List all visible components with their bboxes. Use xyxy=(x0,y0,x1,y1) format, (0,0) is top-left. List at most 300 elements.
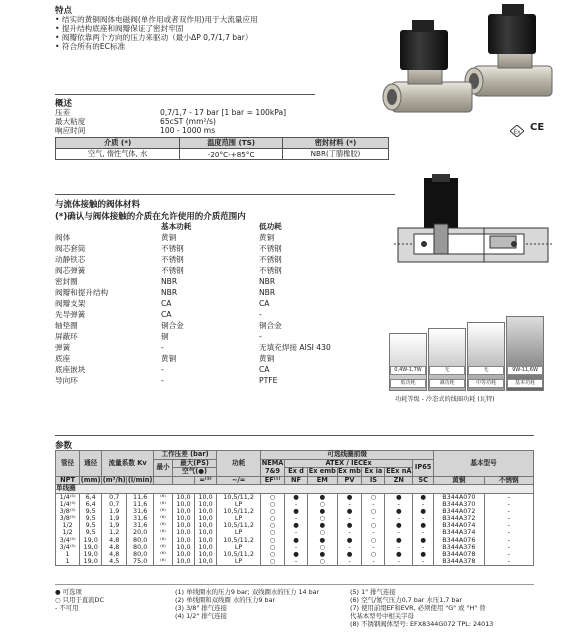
group-label: 单线圈 xyxy=(56,485,534,494)
cell-em: ● xyxy=(308,551,338,558)
cell-is: - xyxy=(362,501,385,508)
overview-specs xyxy=(55,108,315,135)
cell-w: 10,5/11,2 xyxy=(217,508,261,515)
footnote: (6) 空气/氮气压力0,7 bar 水压1,7 bar xyxy=(350,596,462,604)
material-standard: CA xyxy=(161,299,172,308)
cell-ac: 10,0 xyxy=(195,544,217,551)
cell-sc: - xyxy=(413,544,434,551)
unit-cell: 不锈钢 xyxy=(484,476,533,485)
material-row xyxy=(55,364,375,375)
cell-nf: ● xyxy=(284,493,307,501)
cell-zn: ● xyxy=(385,493,413,501)
cell-w: 10,5/11,2 xyxy=(217,493,261,501)
cell-mm: 19,0 xyxy=(80,551,102,558)
material-row xyxy=(55,331,375,342)
footnote: (3) 3/8" 排气连接 xyxy=(175,604,227,612)
cell-zn: ● xyxy=(385,537,413,544)
coil-label: 0,4W-1,7W xyxy=(390,366,426,375)
temp-value: -20°C-+85°C xyxy=(180,149,283,160)
cell-lmin: 20,0 xyxy=(127,529,154,536)
cell-zn: ● xyxy=(385,522,413,529)
cell-npt: 3/4⁽⁵⁾ xyxy=(56,537,80,544)
cell-zn: - xyxy=(385,544,413,551)
cell-brass: B344A074 xyxy=(434,522,484,529)
params-table xyxy=(55,450,534,566)
unit-cell: IS xyxy=(362,476,385,485)
coil-name: 中等功耗 xyxy=(468,379,504,388)
unit-cell: EF⁽¹⁾ xyxy=(261,476,285,485)
col-exemb: Ex emb xyxy=(308,467,336,476)
col-orifice: 通径 xyxy=(80,451,102,477)
cell-is: - xyxy=(362,529,385,536)
cell-sc: - xyxy=(413,558,434,566)
spec-value: 0,7/1,7 - 17 bar [1 bar = 100kPa] xyxy=(160,108,287,117)
cell-is: ○ xyxy=(362,493,385,501)
ce-mark-icon: CE xyxy=(530,122,545,133)
unit-cell: ZN xyxy=(385,476,413,485)
cell-nf: - xyxy=(284,544,307,551)
cell-npt: 3/4⁽⁵⁾ xyxy=(56,544,80,551)
cell-kv: 4,8 xyxy=(102,544,127,551)
col-power: 功耗 xyxy=(217,451,261,477)
cell-npt: 1/4⁽⁵⁾ xyxy=(56,501,80,508)
cell-brass: B344A070 xyxy=(434,493,484,501)
material-low: NBR xyxy=(259,288,276,297)
cell-w: 10,5/11,2 xyxy=(217,522,261,529)
cell-nf: ● xyxy=(284,508,307,515)
cell-ef: ○ xyxy=(261,558,285,566)
materials-title: 与流体接触的阀体材料 xyxy=(55,200,141,210)
cell-npt: 3/8⁽⁵⁾ xyxy=(56,515,80,522)
cell-is: - xyxy=(362,558,385,566)
cell-nf: - xyxy=(284,529,307,536)
footnotes-col3 xyxy=(350,588,493,628)
col-atex: ATEX / IECEx xyxy=(284,459,412,468)
material-low: NBR xyxy=(259,277,276,286)
material-low: 不锈钢 xyxy=(259,244,282,253)
atex-mark-icon xyxy=(510,122,524,134)
cell-ss: - xyxy=(484,551,533,558)
cell-lmin: 80,0 xyxy=(127,544,154,551)
cell-em: ○ xyxy=(308,558,338,566)
footnotes-col2 xyxy=(175,588,319,620)
material-row xyxy=(55,254,375,265)
unit-cell xyxy=(154,476,173,485)
params-rows xyxy=(56,493,534,565)
material-standard: 铜合金 xyxy=(161,321,184,330)
seal-value: NBR(丁腈橡胶) xyxy=(282,149,388,160)
material-standard: 铜 xyxy=(161,332,169,341)
material-row xyxy=(55,232,375,243)
cell-ss: - xyxy=(484,508,533,515)
unit-cell: SC xyxy=(413,476,434,485)
cell-mm: 9,5 xyxy=(80,508,102,515)
material-standard: - xyxy=(161,376,164,385)
cell-air: 10,0 xyxy=(172,558,194,566)
cell-kv: 0,7 xyxy=(102,501,127,508)
unit-cell: =⁽²⁾ xyxy=(195,476,217,485)
cell-zn: - xyxy=(385,529,413,536)
col-exena: EEx nA xyxy=(386,467,412,476)
cell-min: ⁽⁶⁾ xyxy=(154,529,173,536)
material-low: 黄铜 xyxy=(259,233,275,242)
cell-ss: - xyxy=(484,537,533,544)
material-standard: 不锈钢 xyxy=(161,255,184,264)
cell-em: ○ xyxy=(308,515,338,522)
cell-zn: ● xyxy=(385,508,413,515)
material-low: CA xyxy=(259,299,270,308)
material-low: - xyxy=(259,310,262,319)
cell-em: ○ xyxy=(308,501,338,508)
cell-brass: B344A378 xyxy=(434,558,484,566)
cell-w: 10,5/11,2 xyxy=(217,537,261,544)
spec-row xyxy=(55,126,315,135)
material-row xyxy=(55,375,375,386)
material-part: 屏蔽环 xyxy=(55,332,78,341)
footnote: (2) 单线圈和双线圈 水的压力9 bar xyxy=(175,596,276,604)
unit-cell: EM xyxy=(308,476,338,485)
cell-pv: ● xyxy=(337,508,362,515)
material-standard: NBR xyxy=(161,277,178,286)
cell-npt: 1/4⁽⁵⁾ xyxy=(56,493,80,501)
cell-nf: ● xyxy=(284,551,307,558)
cell-is: ○ xyxy=(362,551,385,558)
spec-value: 100 - 1000 ms xyxy=(160,126,216,135)
cell-brass: B344A076 xyxy=(434,537,484,544)
footnote: (8) 不锈钢阀体型号: EFX8344G072 TPL: 24013 xyxy=(350,620,494,628)
params-title: 参数 xyxy=(55,441,73,451)
cell-em: ● xyxy=(308,493,338,501)
cell-mm: 6,4 xyxy=(80,501,102,508)
feature-item: • 阀瓣依靠两个方向的压力来驱动（最小ΔP 0,7/1,7 bar） xyxy=(55,33,253,42)
cell-w: LP xyxy=(217,558,261,566)
material-part: 先导弹簧 xyxy=(55,310,86,319)
cell-ac: 10,0 xyxy=(195,522,217,529)
cell-ef: ○ xyxy=(261,515,285,522)
cell-min: ⁽⁶⁾ xyxy=(154,515,173,522)
cell-w: LP xyxy=(217,544,261,551)
unit-cell: ~/= xyxy=(217,476,261,485)
material-part: 阀瓣支架 xyxy=(55,299,86,308)
cell-npt: 1/2 xyxy=(56,529,80,536)
cell-ef: ○ xyxy=(261,551,285,558)
cell-air: 10,0 xyxy=(172,508,194,515)
material-standard: 不锈钢 xyxy=(161,266,184,275)
spec-label: 压差 xyxy=(55,108,71,117)
cell-ef: ○ xyxy=(261,508,285,515)
cell-ac: 10,0 xyxy=(195,529,217,536)
cell-ss: - xyxy=(484,493,533,501)
cell-min: ⁽⁶⁾ xyxy=(154,551,173,558)
cell-air: 10,0 xyxy=(172,515,194,522)
cell-ef: ○ xyxy=(261,493,285,501)
cell-ef: ○ xyxy=(261,529,285,536)
cell-air: 10,0 xyxy=(172,537,194,544)
material-part: 底座嵌块 xyxy=(55,365,86,374)
cell-ss: - xyxy=(484,515,533,522)
cell-npt: 1 xyxy=(56,558,80,566)
material-row xyxy=(55,265,375,276)
coil-caption: 功耗等级 - 冷态式的线圈功耗 (瓦特) xyxy=(395,396,495,403)
material-part: 动静铁芯 xyxy=(55,255,86,264)
cell-mm: 19,0 xyxy=(80,544,102,551)
seal-header: 密封材料 (*) xyxy=(282,138,388,149)
material-row xyxy=(55,353,375,364)
unit-cell: PV xyxy=(337,476,362,485)
cell-nf: - xyxy=(284,515,307,522)
footnote: 代基本型号中相关字母 xyxy=(350,612,414,620)
material-part: 导向环 xyxy=(55,376,78,385)
unit-cell: 黄铜 xyxy=(434,476,484,485)
media-header: 介质 (*) xyxy=(56,138,180,149)
cell-kv: 1,2 xyxy=(102,529,127,536)
cell-nf: - xyxy=(284,501,307,508)
cell-lmin: 31,6 xyxy=(127,522,154,529)
cell-ss: - xyxy=(484,501,533,508)
features-title: 特点 xyxy=(55,6,73,16)
cell-mm: 19,0 xyxy=(80,537,102,544)
cross-section-diagram xyxy=(394,172,554,272)
cell-is: ○ xyxy=(362,537,385,544)
units-row xyxy=(56,476,534,485)
cell-npt: 3/8⁽⁵⁾ xyxy=(56,508,80,515)
material-standard: 黄铜 xyxy=(161,354,177,363)
cell-lmin: 80,0 xyxy=(127,537,154,544)
footnote: (4) 1/2" 排气连接 xyxy=(175,612,227,620)
col-model: 基本型号 xyxy=(434,451,534,477)
materials-subtitle: (*)确认与阀体接触的介质在允许使用的介质范围内 xyxy=(55,212,246,222)
col-max: 最大(PS) xyxy=(172,459,216,468)
col-options: 可选线圈前缀 xyxy=(261,451,434,460)
material-part: 轴垫圈 xyxy=(55,321,78,330)
cell-min: ⁽⁶⁾ xyxy=(154,508,173,515)
cell-lmin: 31,6 xyxy=(127,515,154,522)
cell-kv: 1,9 xyxy=(102,508,127,515)
cell-min: ⁽⁶⁾ xyxy=(154,544,173,551)
material-row xyxy=(55,320,375,331)
cell-lmin: 11,6 xyxy=(127,501,154,508)
coil-name: 减功耗 xyxy=(429,379,465,388)
cell-lmin: 31,6 xyxy=(127,508,154,515)
spec-row xyxy=(55,108,315,117)
cell-kv: 4,8 xyxy=(102,551,127,558)
unit-cell: NF xyxy=(284,476,307,485)
cell-em: ● xyxy=(308,522,338,529)
cell-em: ○ xyxy=(308,529,338,536)
material-low: CA xyxy=(259,365,270,374)
cell-zn: ● xyxy=(385,551,413,558)
material-row xyxy=(55,342,375,353)
cell-sc: - xyxy=(413,529,434,536)
unit-cell: (m³/h) xyxy=(102,475,126,484)
footnote: (1) 单线圈水的压力9 bar; 双线圈水的压力 14 bar xyxy=(175,588,320,596)
coil-label: 无 xyxy=(429,366,465,375)
unit-cell: (l/min) xyxy=(127,475,153,484)
col-ip65: IP65 xyxy=(413,459,434,476)
cell-sc: ● xyxy=(413,537,434,544)
legend-dc-only: ○ 只用于直流DC xyxy=(55,596,104,604)
cell-pv: - xyxy=(337,501,362,508)
materials-rows xyxy=(55,232,375,386)
cell-ac: 10,0 xyxy=(195,551,217,558)
material-low: - xyxy=(259,332,262,341)
cell-ac: 10,0 xyxy=(195,537,217,544)
cell-lmin: 75,0 xyxy=(127,558,154,566)
coil-name: 基本功耗 xyxy=(507,379,543,388)
material-standard: CA xyxy=(161,310,172,319)
material-part: 阀芯套筒 xyxy=(55,244,86,253)
col-pressure: 工作压差 (bar) xyxy=(154,451,217,460)
material-standard: 黄铜 xyxy=(161,233,177,242)
cell-kv: 4,5 xyxy=(102,558,127,566)
unit-cell: NPT xyxy=(56,476,80,485)
cell-sc: ● xyxy=(413,522,434,529)
cell-min: ⁽⁶⁾ xyxy=(154,522,173,529)
cell-brass: B344A374 xyxy=(434,529,484,536)
media-value: 空气, 惰性气体, 水 xyxy=(56,149,180,160)
param-row xyxy=(56,558,534,566)
footnote: (5) 1" 排气连接 xyxy=(350,588,396,596)
material-row xyxy=(55,287,375,298)
svg-text:Ex: Ex xyxy=(513,129,521,136)
cell-pv: ● xyxy=(337,493,362,501)
coil-label: 9W-11,6W xyxy=(507,366,543,375)
legend-optional: ● 可选项 xyxy=(55,588,82,596)
cell-pv: ● xyxy=(337,551,362,558)
cell-kv: 4,8 xyxy=(102,537,127,544)
temp-header: 温度范围 (TS) xyxy=(180,138,283,149)
cell-ss: - xyxy=(484,529,533,536)
cell-air: 10,0 xyxy=(172,501,194,508)
cell-sc: ● xyxy=(413,493,434,501)
col-pipe: 管径 xyxy=(56,451,80,477)
cell-zn: - xyxy=(385,515,413,522)
features-list xyxy=(55,15,258,51)
spec-label: 最大粘度 xyxy=(55,117,86,126)
cell-ss: - xyxy=(484,558,533,566)
cell-ac: 10,0 xyxy=(195,493,217,501)
material-low: 不锈钢 xyxy=(259,255,282,264)
cell-brass: B344A376 xyxy=(434,544,484,551)
cell-is: - xyxy=(362,515,385,522)
spec-label: 响应时间 xyxy=(55,126,86,135)
cell-nf: ● xyxy=(284,522,307,529)
cell-pv: ● xyxy=(337,537,362,544)
cell-brass: B344A072 xyxy=(434,508,484,515)
cell-is: - xyxy=(362,544,385,551)
material-row xyxy=(55,276,375,287)
material-low: 无填充焊接 AISI 430 xyxy=(259,343,331,352)
col-standard-power: 基本功耗 xyxy=(161,222,192,231)
cell-air: 10,0 xyxy=(172,544,194,551)
material-standard: 不锈钢 xyxy=(161,244,184,253)
material-part: 阀体 xyxy=(55,233,71,242)
material-part: 弹簧 xyxy=(55,343,71,352)
material-part: 底座 xyxy=(55,354,71,363)
cell-sc: ● xyxy=(413,551,434,558)
material-row xyxy=(55,243,375,254)
coil-name: 低功耗 xyxy=(390,379,426,388)
cell-min: ⁽⁶⁾ xyxy=(154,558,173,566)
cell-ef: ○ xyxy=(261,537,285,544)
spec-value: 65cST (mm²/s) xyxy=(160,117,216,126)
footnote: (7) 使用前缀EF和EVR, 必须使用 "G" 或 "H" 替 xyxy=(350,604,486,612)
material-low: PTFE xyxy=(259,376,278,385)
material-low: 铜合金 xyxy=(259,321,282,330)
cell-ef: ○ xyxy=(261,522,285,529)
cell-nf: - xyxy=(284,558,307,566)
material-standard: NBR xyxy=(161,288,178,297)
cell-ss: - xyxy=(484,544,533,551)
cell-w: LP xyxy=(217,501,261,508)
col-min: 最小 xyxy=(154,459,173,476)
cell-mm: 9,5 xyxy=(80,529,102,536)
material-row xyxy=(55,298,375,309)
material-row xyxy=(55,309,375,320)
unit-cell xyxy=(172,476,194,485)
cell-zn: - xyxy=(385,501,413,508)
cell-pv: - xyxy=(337,529,362,536)
col-exd: Ex d xyxy=(284,468,307,477)
feature-item: • 符合所有的EC标准 xyxy=(55,42,126,51)
material-standard: - xyxy=(161,365,164,374)
cell-em: ○ xyxy=(308,544,338,551)
material-low: 不锈钢 xyxy=(259,266,282,275)
cell-pv: ● xyxy=(337,522,362,529)
feature-item: • 结实的黄铜阀体电磁阀(单作用或者双作用)用于大流量应用 xyxy=(55,15,258,24)
cell-pv: - xyxy=(337,544,362,551)
cell-air: 10,0 xyxy=(172,551,194,558)
unit-cell: (mm) xyxy=(80,475,101,484)
cell-pv: - xyxy=(337,558,362,566)
cell-kv: 1,9 xyxy=(102,515,127,522)
cell-is: ○ xyxy=(362,522,385,529)
col-nema: NEMA 7&9 xyxy=(261,459,284,475)
cell-air: 10,0 xyxy=(172,522,194,529)
coil-label: 无 xyxy=(468,366,504,375)
col-exia: Ex ia xyxy=(362,468,385,477)
cell-ac: 10,0 xyxy=(195,515,217,522)
col-low-power: 低功耗 xyxy=(259,222,282,231)
col-exmb: Ex mb xyxy=(338,467,361,476)
cell-brass: B344A078 xyxy=(434,551,484,558)
cell-air: 10,0 xyxy=(172,493,194,501)
overview-title: 概述 xyxy=(55,99,73,109)
cell-ef: ○ xyxy=(261,501,285,508)
cell-air: 10,0 xyxy=(172,529,194,536)
cell-em: ● xyxy=(308,508,338,515)
cell-kv: 0,7 xyxy=(102,493,127,501)
product-photo xyxy=(378,0,574,120)
cell-ac: 10,0 xyxy=(195,501,217,508)
feature-item: • 提升结构底座和阀瓣保证了密封牢固 xyxy=(55,24,184,33)
col-flow: 流量系数 Kv xyxy=(102,451,154,477)
legend xyxy=(55,588,104,612)
cell-sc: - xyxy=(413,515,434,522)
cell-w: LP xyxy=(217,529,261,536)
cell-sc: ● xyxy=(413,508,434,515)
material-part: 密封圈 xyxy=(55,277,78,286)
cell-mm: 6,4 xyxy=(80,493,102,501)
cell-min: ⁽⁶⁾ xyxy=(154,537,173,544)
cell-pv: - xyxy=(337,515,362,522)
cell-nf: ● xyxy=(284,537,307,544)
cell-mm: 9,5 xyxy=(80,522,102,529)
cell-npt: 1/2 xyxy=(56,522,80,529)
materials-table xyxy=(55,221,375,386)
cell-w: LP xyxy=(217,515,261,522)
cell-w: 10,5/11,2 xyxy=(217,551,261,558)
